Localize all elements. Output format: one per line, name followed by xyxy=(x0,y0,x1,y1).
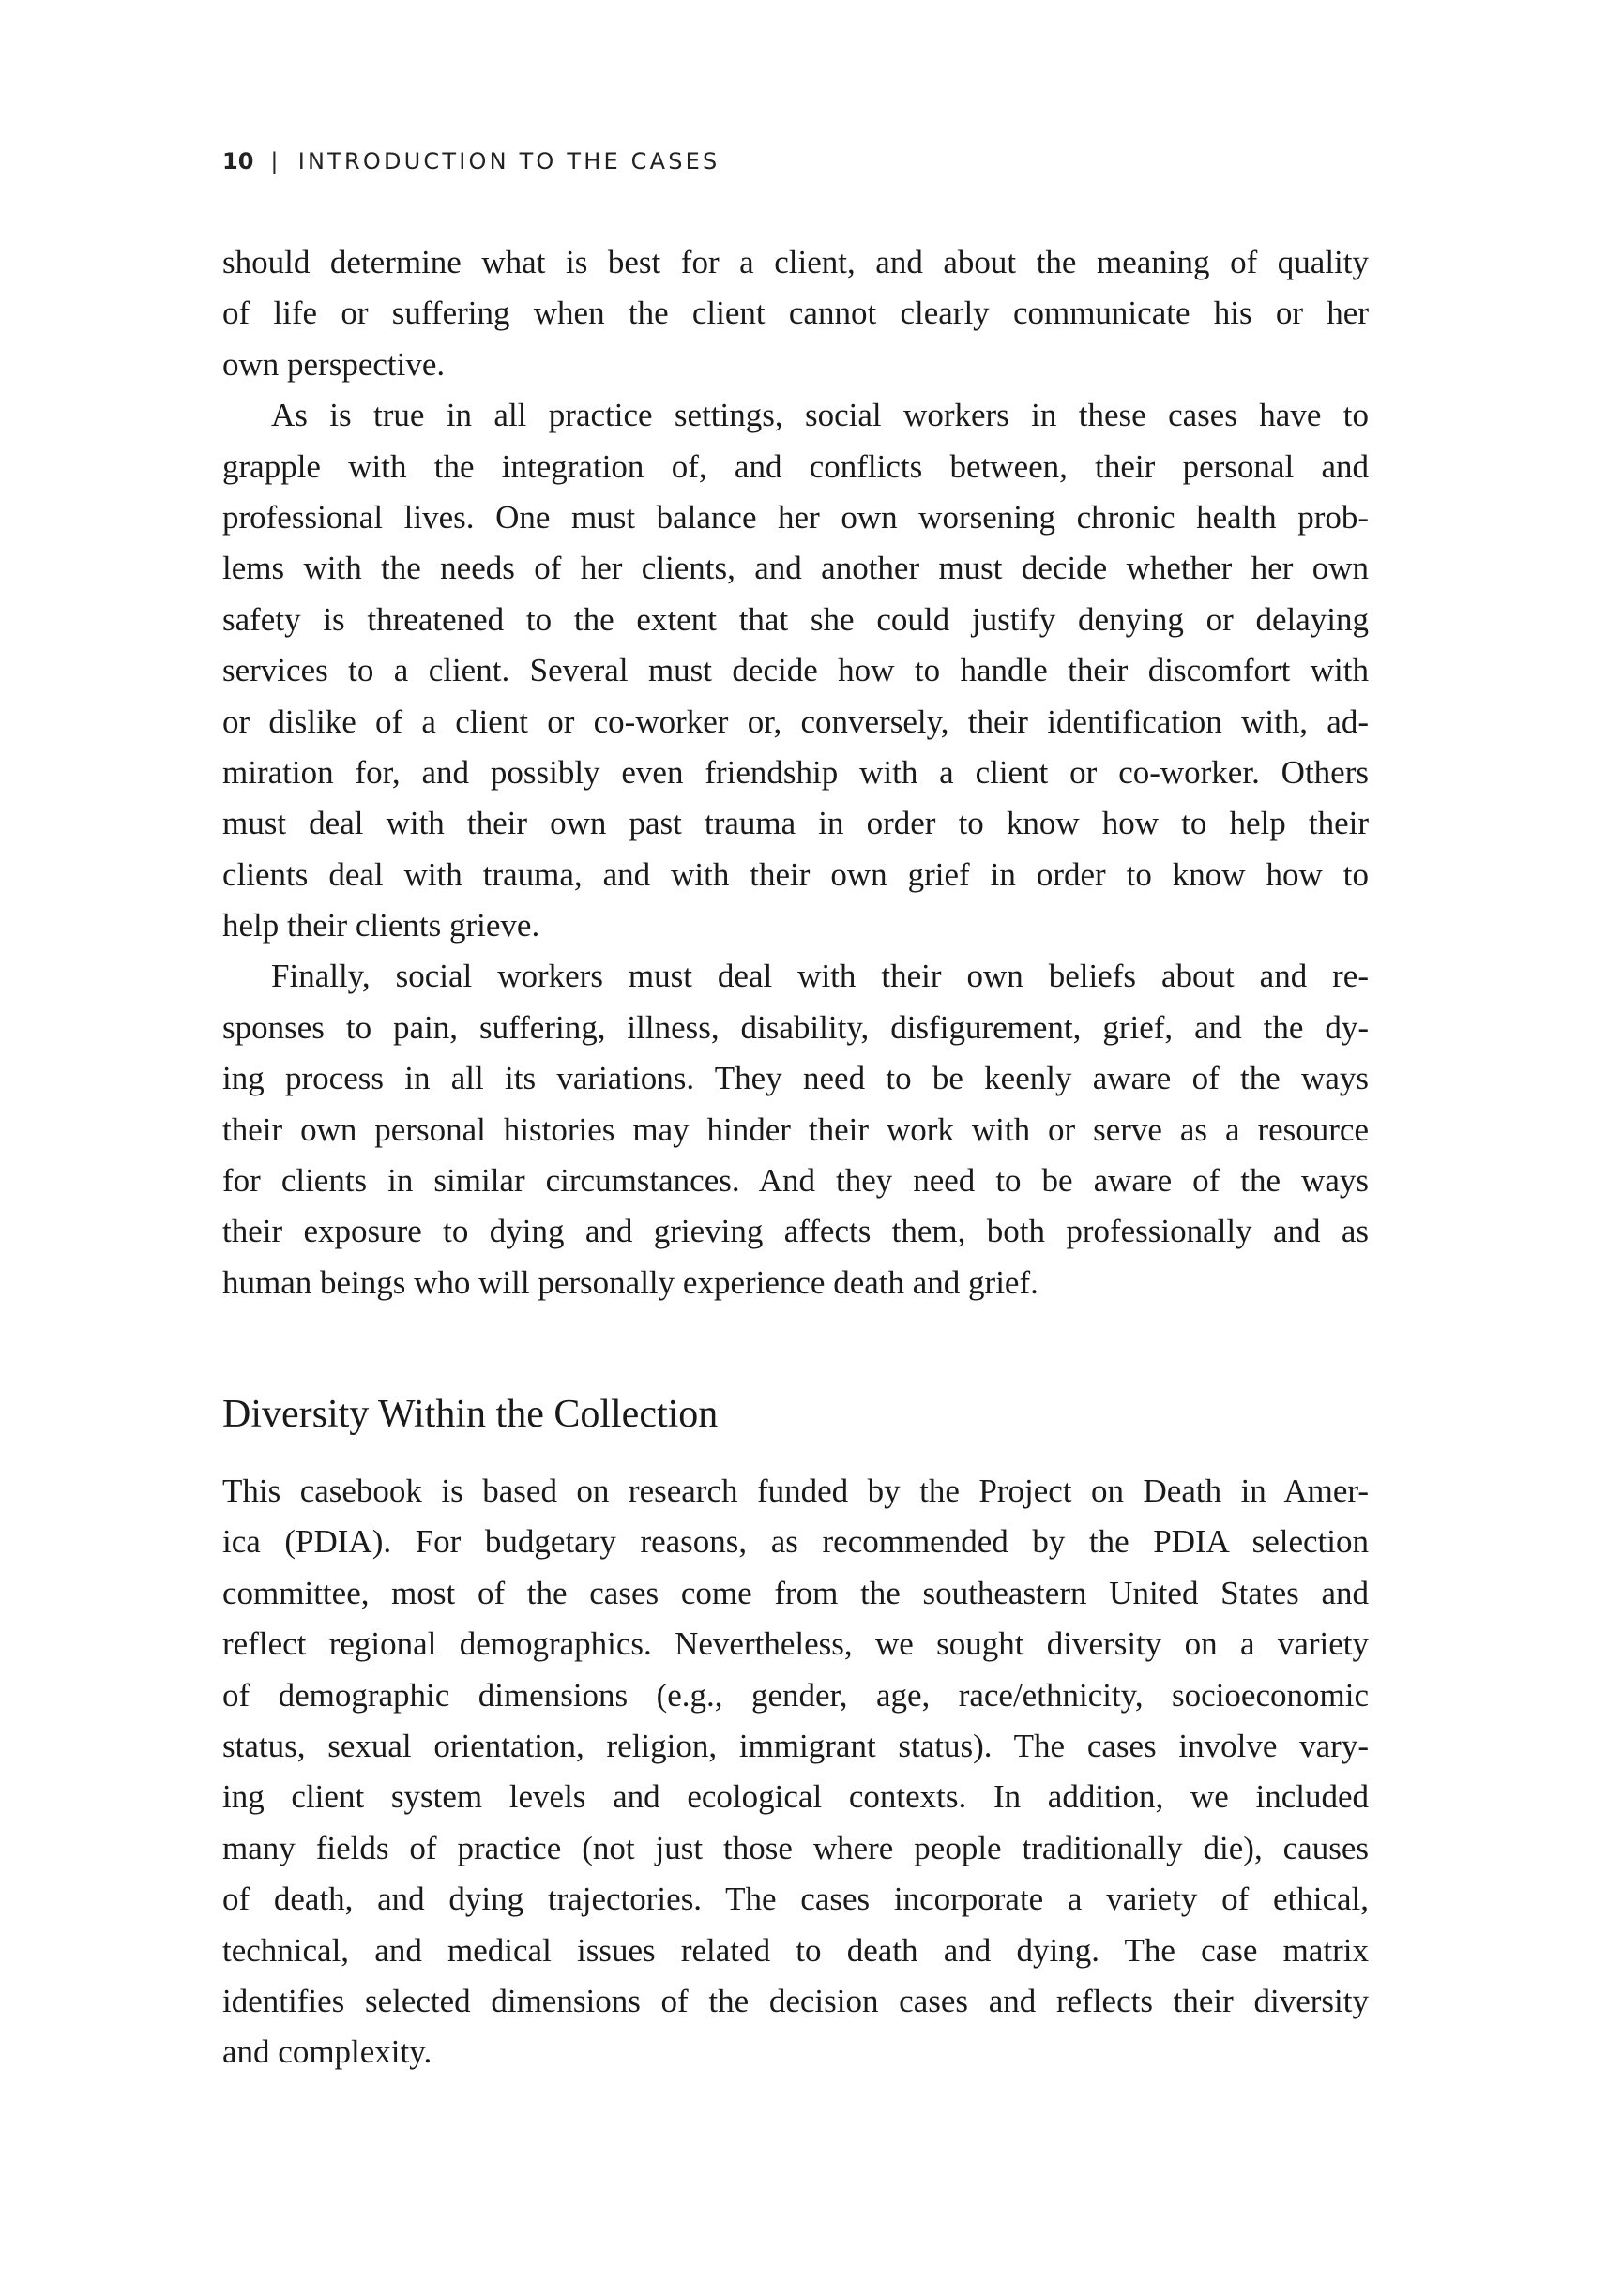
text-line: This casebook is based on research funded by the Project on Death in Amer- xyxy=(222,1473,1369,1509)
text-line: for clients in similar circumstances. And they need to be aware of the ways xyxy=(222,1162,1369,1200)
text-line: As is true in all practice settings, social workers in these cases have to xyxy=(271,397,1369,434)
text-line: grapple with the integration of, and conflicts between, their personal and xyxy=(222,447,1369,485)
text-line: clients deal with trauma, and with their own grief in order to know how to xyxy=(222,855,1369,893)
chapter-title: INTRODUCTION TO THE CASES xyxy=(297,148,720,174)
text-line: reflect regional demographics. Nevertheless, we sought diversity on a variety xyxy=(222,1625,1369,1663)
text-line: professional lives. One must balance her own worsening chronic health prob- xyxy=(222,498,1369,536)
text-line: must deal with their own past trauma in order to know how to help their xyxy=(222,805,1369,842)
text-line: ica (PDIA). For budgetary reasons, as recommended by the PDIA selection xyxy=(222,1523,1369,1561)
text-line: many fields of practice (not just those where people traditionally die), causes xyxy=(222,1829,1369,1866)
text-line: should determine what is best for a client, and about the meaning of quality xyxy=(222,244,1369,280)
text-line: status, sexual orientation, religion, immigrant status). The cases involve vary- xyxy=(222,1727,1369,1764)
text-line: their own personal histories may hinder their work with or serve as a resource xyxy=(222,1110,1369,1148)
text-line: human beings who will personally experience death and grief. xyxy=(222,1263,1038,1301)
paragraph xyxy=(222,390,1369,951)
text-line: technical, and medical issues related to death and dying. The case matrix xyxy=(222,1931,1369,1969)
text-line: ing process in all its variations. They need to be keenly aware of the ways xyxy=(222,1060,1369,1097)
section-body-diversity xyxy=(222,1466,1369,2078)
section-heading: Diversity Within the Collection xyxy=(222,1393,719,1436)
text-line: identifies selected dimensions of the decision cases and reflects their diversity xyxy=(222,1982,1369,2019)
text-line: lems with the needs of her clients, and another must decide whether her own xyxy=(222,550,1369,587)
text-line: miration for, and possibly even friendship with a client or co-worker. Others xyxy=(222,753,1369,791)
paragraph xyxy=(222,951,1369,1308)
text-line: help their clients grieve. xyxy=(222,907,540,944)
text-line: ing client system levels and ecological contexts. In addition, we included xyxy=(222,1778,1369,1816)
text-line: of death, and dying trajectories. The cases incorporate a variety of ethical, xyxy=(222,1881,1369,1918)
text-line: Finally, social workers must deal with their own beliefs about and re- xyxy=(271,958,1369,995)
text-line: or dislike of a client or co-worker or, conversely, their identification with, ad- xyxy=(222,702,1369,740)
text-line: of life or suffering when the client cannot clearly communicate his or her xyxy=(222,295,1369,332)
page-number: 10 xyxy=(222,148,254,174)
paragraph xyxy=(222,237,1369,390)
text-line: sponses to pain, suffering, illness, disability, disfigurement, grief, and the dy- xyxy=(222,1008,1369,1046)
text-line: safety is threatened to the extent that she could justify denying or delaying xyxy=(222,600,1369,638)
text-line: and complexity. xyxy=(222,2033,432,2071)
text-line: own perspective. xyxy=(222,345,446,383)
text-line: services to a client. Several must decide how to handle their discomfort with xyxy=(222,652,1369,689)
section-body xyxy=(222,237,1369,1308)
text-line: of demographic dimensions (e.g., gender, age, race/ethnicity, socioeconomic xyxy=(222,1676,1369,1714)
paragraph xyxy=(222,1466,1369,2078)
text-line: committee, most of the cases come from the southeastern United States and xyxy=(222,1574,1369,1611)
header-separator: | xyxy=(270,148,281,174)
running-head xyxy=(222,148,720,174)
text-line: their exposure to dying and grieving affects them, both professionally and as xyxy=(222,1213,1369,1250)
